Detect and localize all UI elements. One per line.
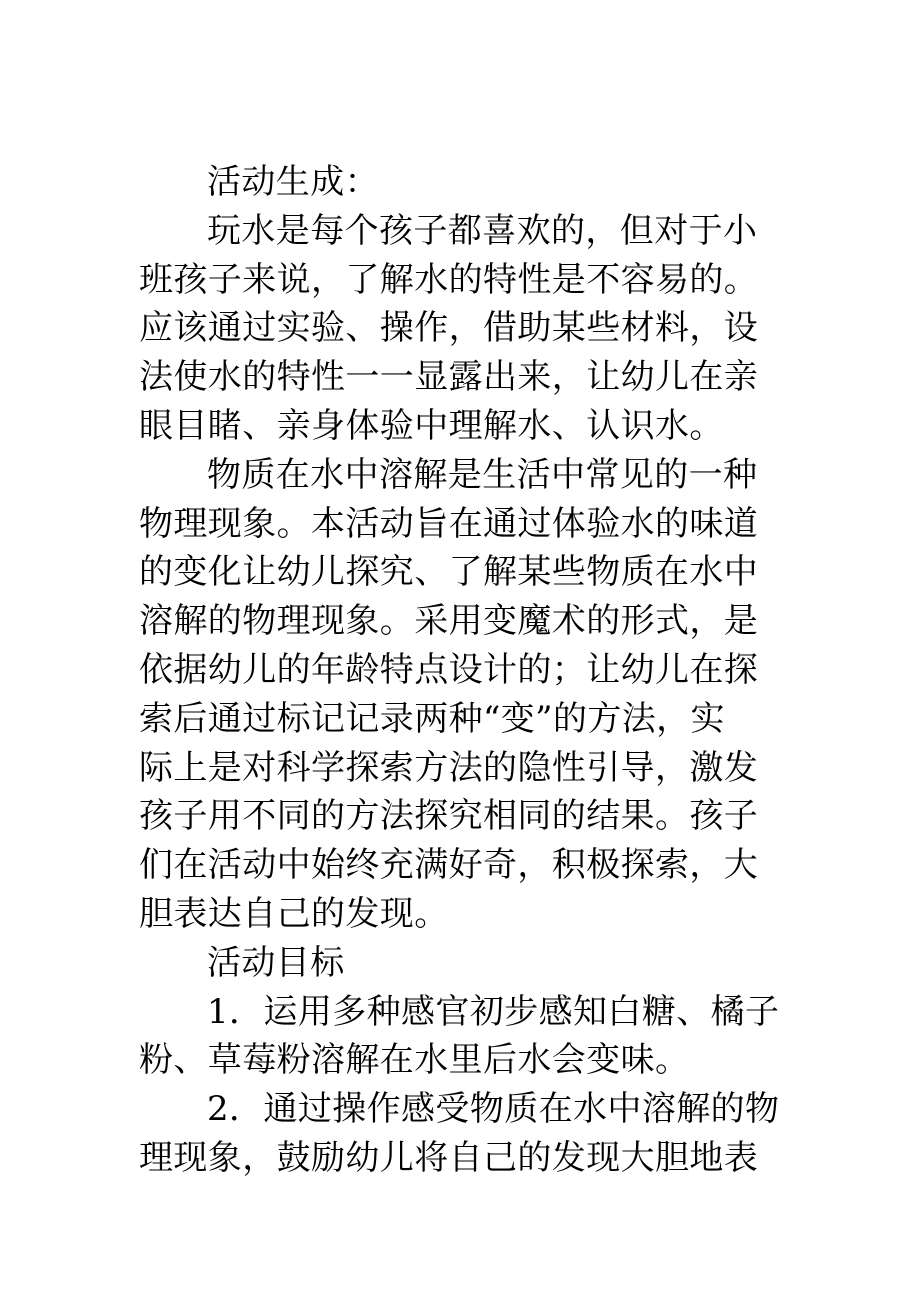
document-page <box>139 158 780 1183</box>
heading-text: 活动生成： <box>207 162 379 202</box>
section-heading-activity-goals <box>139 939 771 988</box>
paragraph-line: 法使水的特性一一显露出来，让幼儿在亲 <box>139 357 759 398</box>
paragraph-line: 索后通过标记记录两种“变”的方法，实 <box>139 698 725 739</box>
paragraph-line: 班孩子来说，了解水的特性是不容易的。 <box>139 259 759 300</box>
paragraph-line: 胆表达自己的发现。 <box>139 893 449 934</box>
paragraph-1 <box>139 207 771 451</box>
paragraph-line: 眼目睹、亲身体验中理解水、认识水。 <box>139 405 724 446</box>
section-heading-activity-origin <box>139 158 771 207</box>
paragraph-line: 溶解的物理现象。采用变魔术的形式，是 <box>139 601 759 642</box>
goal-item-1 <box>139 988 780 1086</box>
paragraph-line: 应该通过实验、操作，借助某些材料，设 <box>139 308 759 349</box>
goal-line: 2．通过操作感受物质在水中溶解的物 <box>207 1089 780 1130</box>
goal-line: 粉、草莓粉溶解在水里后水会变味。 <box>139 1040 690 1081</box>
goal-item-2 <box>139 1085 780 1183</box>
paragraph-line: 际上是对科学探索方法的隐性引导，激发 <box>139 747 759 788</box>
paragraph-line: 孩子用不同的方法探究相同的结果。孩子 <box>139 796 759 837</box>
paragraph-line: 的变化让幼儿探究、了解某些物质在水中 <box>139 552 759 593</box>
paragraph-line: 玩水是每个孩子都喜欢的，但对于小 <box>207 210 758 251</box>
paragraph-2 <box>139 451 771 939</box>
paragraph-line: 物质在水中溶解是生活中常见的一种 <box>207 454 758 495</box>
paragraph-line: 依据幼儿的年龄特点设计的；让幼儿在探 <box>139 649 759 690</box>
goal-line: 1．运用多种感官初步感知白糖、橘子 <box>207 991 780 1032</box>
heading-text: 活动目标 <box>207 942 345 983</box>
paragraph-line: 们在活动中始终充满好奇，积极探索，大 <box>139 845 759 886</box>
goal-line: 理现象，鼓励幼儿将自己的发现大胆地表 <box>139 1137 759 1178</box>
paragraph-line: 物理现象。本活动旨在通过体验水的味道 <box>139 503 759 544</box>
